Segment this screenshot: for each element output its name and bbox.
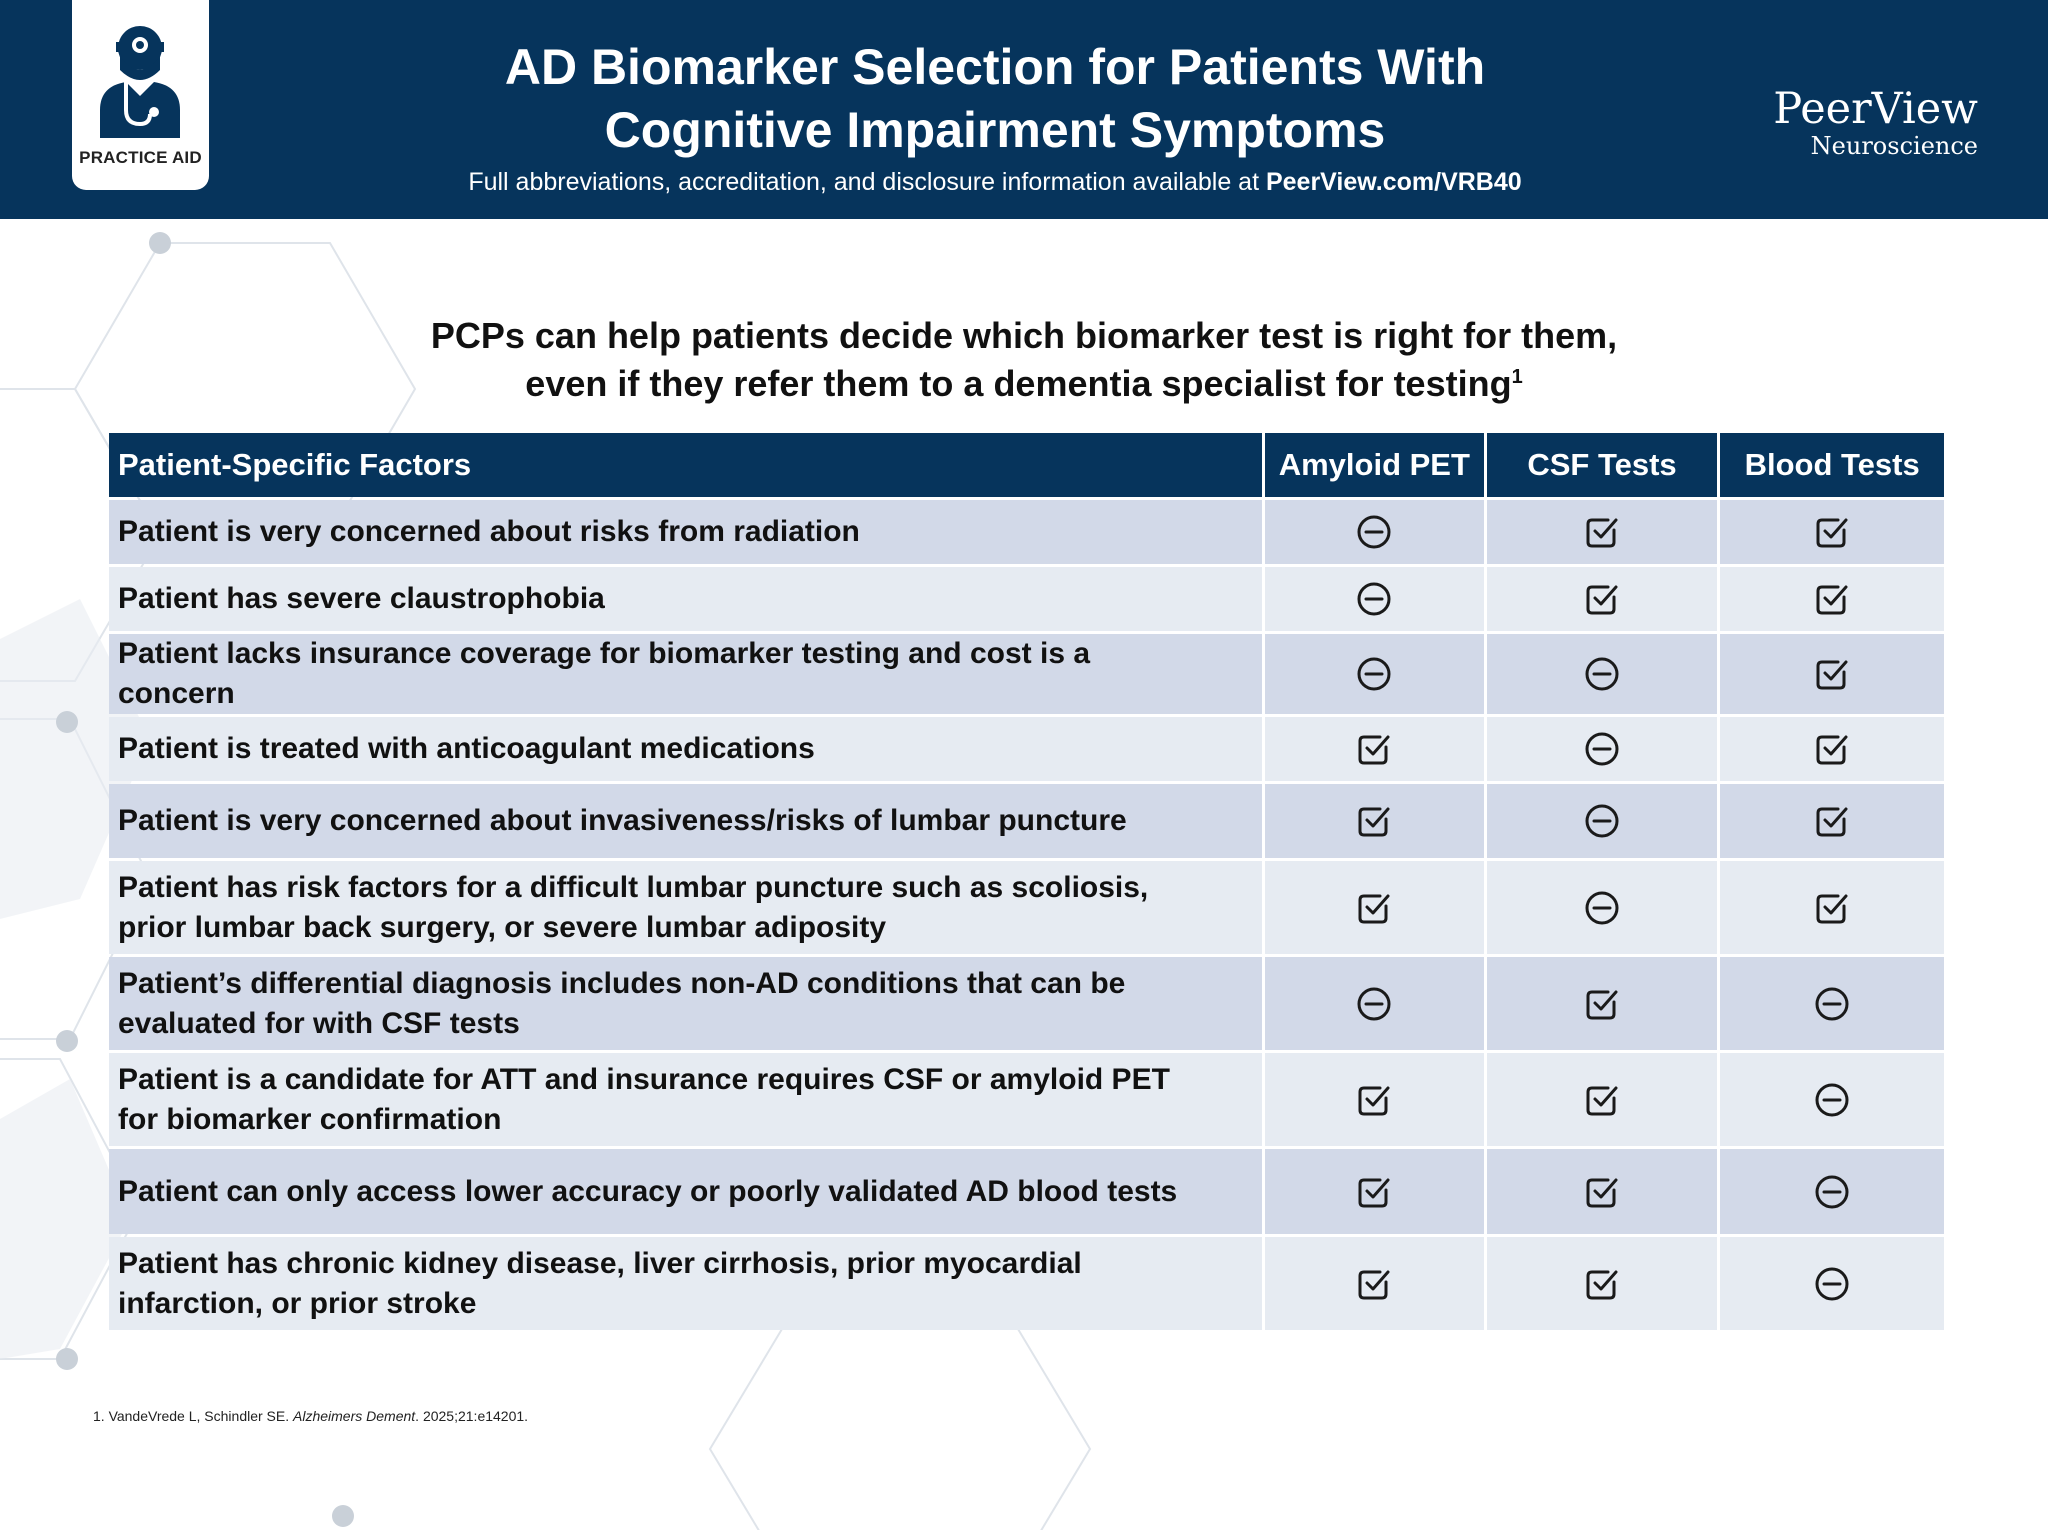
mark-cell-amyloid-pet xyxy=(1265,1237,1484,1330)
mark-cell-csf-tests xyxy=(1487,861,1718,954)
biomarker-selection-table xyxy=(106,430,1947,1333)
check-box-icon xyxy=(1583,580,1621,618)
table-row xyxy=(109,500,1944,564)
table-row xyxy=(109,634,1944,714)
page-title xyxy=(330,36,1660,162)
practice-aid-badge xyxy=(72,0,209,190)
mark-cell-blood-tests xyxy=(1720,500,1944,564)
mark-cell-csf-tests xyxy=(1487,634,1718,714)
footnote-citation: . 2025;21:e14201. xyxy=(415,1408,529,1424)
table-row xyxy=(109,567,1944,631)
table-row xyxy=(109,717,1944,781)
check-box-icon xyxy=(1813,513,1851,551)
minus-circle-icon xyxy=(1583,655,1621,693)
header-blood-tests: Blood Tests xyxy=(1720,433,1944,497)
minus-circle-icon xyxy=(1583,889,1621,927)
minus-circle-icon xyxy=(1813,1173,1851,1211)
mark-cell-amyloid-pet xyxy=(1265,784,1484,858)
minus-circle-icon xyxy=(1355,513,1393,551)
intro-line-2: even if they refer them to a dementia specialist for testing xyxy=(525,363,1512,404)
check-box-icon xyxy=(1355,889,1393,927)
minus-circle-icon xyxy=(1355,655,1393,693)
title-line-1: AD Biomarker Selection for Patients With xyxy=(504,39,1486,95)
mark-cell-amyloid-pet xyxy=(1265,500,1484,564)
mark-cell-amyloid-pet xyxy=(1265,634,1484,714)
badge-label: PRACTICE AID xyxy=(79,148,202,167)
factor-cell: Patient is very concerned about risks from radiation xyxy=(109,500,1262,564)
mark-cell-blood-tests xyxy=(1720,567,1944,631)
footnote xyxy=(93,1408,528,1424)
header-amyloid-pet: Amyloid PET xyxy=(1265,433,1484,497)
check-box-icon xyxy=(1583,1081,1621,1119)
header-csf-tests: CSF Tests xyxy=(1487,433,1718,497)
factor-cell: Patient is very concerned about invasiveness/risks of lumbar puncture xyxy=(109,784,1262,858)
factor-cell: Patient is treated with anticoagulant medications xyxy=(109,717,1262,781)
mark-cell-csf-tests xyxy=(1487,1149,1718,1234)
check-box-icon xyxy=(1355,1081,1393,1119)
mark-cell-blood-tests xyxy=(1720,1149,1944,1234)
table-row xyxy=(109,1149,1944,1234)
footnote-journal: Alzheimers Dement xyxy=(293,1408,416,1424)
minus-circle-icon xyxy=(1813,1265,1851,1303)
mark-cell-csf-tests xyxy=(1487,1237,1718,1330)
check-box-icon xyxy=(1355,802,1393,840)
mark-cell-blood-tests xyxy=(1720,634,1944,714)
check-box-icon xyxy=(1583,513,1621,551)
factor-cell: Patient is a candidate for ATT and insurance requires CSF or amyloid PET for biomarker confirmation xyxy=(109,1053,1262,1146)
mark-cell-blood-tests xyxy=(1720,784,1944,858)
doctor-icon xyxy=(96,26,184,138)
table-header-row xyxy=(109,433,1944,497)
check-box-icon xyxy=(1583,1173,1621,1211)
table-row xyxy=(109,1237,1944,1330)
header-patient-factors: Patient-Specific Factors xyxy=(109,433,1262,497)
mark-cell-amyloid-pet xyxy=(1265,957,1484,1050)
subtitle-link[interactable]: PeerView.com/VRB40 xyxy=(1265,168,1522,196)
factor-cell: Patient has severe claustrophobia xyxy=(109,567,1262,631)
factor-cell: Patient can only access lower accuracy or poorly validated AD blood tests xyxy=(109,1149,1262,1234)
check-box-icon xyxy=(1355,1173,1393,1211)
factor-cell: Patient lacks insurance coverage for biomarker testing and cost is a concern xyxy=(109,634,1262,714)
table-row xyxy=(109,784,1944,858)
minus-circle-icon xyxy=(1355,580,1393,618)
table-row xyxy=(109,861,1944,954)
mark-cell-blood-tests xyxy=(1720,1053,1944,1146)
check-box-icon xyxy=(1355,1265,1393,1303)
minus-circle-icon xyxy=(1583,730,1621,768)
intro-footnote-ref: 1 xyxy=(1511,366,1523,388)
mark-cell-csf-tests xyxy=(1487,500,1718,564)
mark-cell-blood-tests xyxy=(1720,957,1944,1050)
check-box-icon xyxy=(1355,730,1393,768)
logo-division: Neuroscience xyxy=(1810,132,1978,160)
check-box-icon xyxy=(1813,730,1851,768)
mark-cell-blood-tests xyxy=(1720,1237,1944,1330)
factor-cell: Patient’s differential diagnosis includes non-AD conditions that can be evaluated for with CSF tests xyxy=(109,957,1262,1050)
check-box-icon xyxy=(1813,655,1851,693)
mark-cell-blood-tests xyxy=(1720,861,1944,954)
intro-heading xyxy=(300,312,1748,408)
minus-circle-icon xyxy=(1355,985,1393,1023)
title-line-2: Cognitive Impairment Symptoms xyxy=(604,102,1386,158)
intro-line-1: PCPs can help patients decide which biomarker test is right for them, xyxy=(430,315,1618,356)
minus-circle-icon xyxy=(1813,1081,1851,1119)
mark-cell-csf-tests xyxy=(1487,957,1718,1050)
page-subtitle xyxy=(330,168,1660,197)
mark-cell-amyloid-pet xyxy=(1265,717,1484,781)
table-row xyxy=(109,1053,1944,1146)
check-box-icon xyxy=(1813,889,1851,927)
check-box-icon xyxy=(1813,802,1851,840)
subtitle-text: Full abbreviations, accreditation, and disclosure information available at xyxy=(468,168,1266,196)
logo-brand: PeerView xyxy=(1773,84,1978,134)
table-row xyxy=(109,957,1944,1050)
mark-cell-blood-tests xyxy=(1720,717,1944,781)
footnote-authors: 1. VandeVrede L, Schindler SE. xyxy=(93,1408,294,1424)
factor-cell: Patient has chronic kidney disease, liver cirrhosis, prior myocardial infarction, or prior stroke xyxy=(109,1237,1262,1330)
mark-cell-amyloid-pet xyxy=(1265,861,1484,954)
minus-circle-icon xyxy=(1583,802,1621,840)
check-box-icon xyxy=(1583,985,1621,1023)
check-box-icon xyxy=(1813,580,1851,618)
mark-cell-amyloid-pet xyxy=(1265,1149,1484,1234)
mark-cell-amyloid-pet xyxy=(1265,567,1484,631)
header-banner xyxy=(0,0,2048,219)
factor-cell: Patient has risk factors for a difficult lumbar puncture such as scoliosis, prior lumbar back surgery, or severe lumbar adiposity xyxy=(109,861,1262,954)
peerview-logo xyxy=(1773,86,1978,160)
check-box-icon xyxy=(1583,1265,1621,1303)
mark-cell-csf-tests xyxy=(1487,717,1718,781)
mark-cell-csf-tests xyxy=(1487,567,1718,631)
mark-cell-csf-tests xyxy=(1487,1053,1718,1146)
mark-cell-csf-tests xyxy=(1487,784,1718,858)
minus-circle-icon xyxy=(1813,985,1851,1023)
mark-cell-amyloid-pet xyxy=(1265,1053,1484,1146)
